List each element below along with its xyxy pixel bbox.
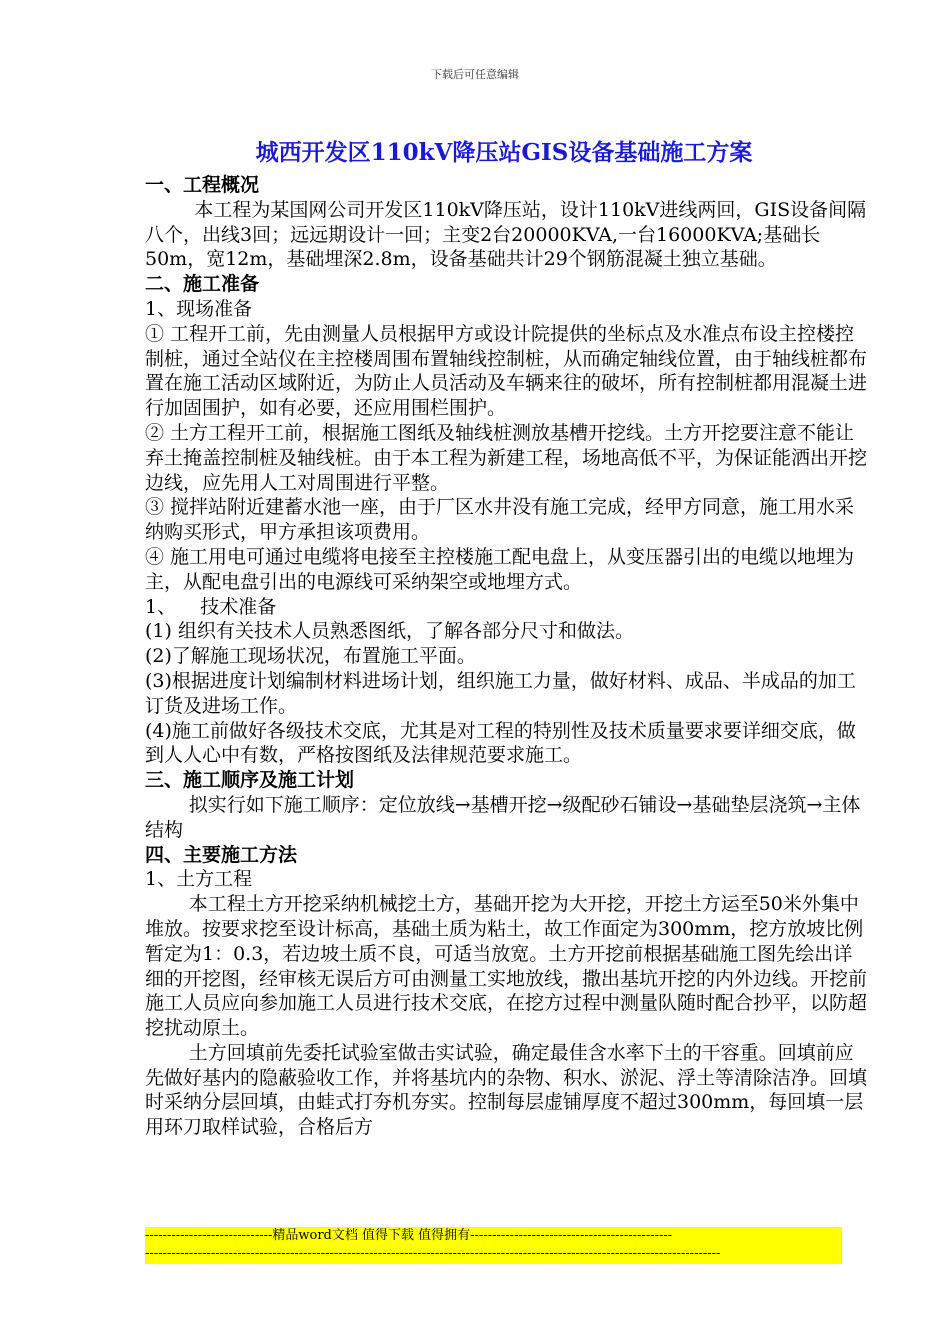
list-item: ② 土方工程开工前，根据施工图纸及轴线桩测放基槽开挖线。土方开挖要注意不能让弃土掩盖控制桩及轴线桩。由于本工程为新建工程，场地高低不平，为保证能洒出开挖边线，应先用人工对周围进行平整。 xyxy=(145,421,868,494)
paragraph: 本工程土方开挖采纳机械挖土方，基础开挖为大开挖，开挖土方运至50米外集中堆放。按要求挖至设计标高，基础土质为粘土，故工作面定为300mm，挖方放坡比例暂定为1：0.3，若边坡土质不良，可适当放宽。土方开挖前根据基础施工图先绘出详细的开挖图，经审核无误后方可由测量工实地放线，撒出基坑开挖的内外边线。开挖前施工人员应向参加施工人员进行技术交底，在挖方过程中测量队随时配合抄平，以防超挖扰动原土。 xyxy=(145,893,868,1040)
section-heading: 一、工程概况 xyxy=(145,174,260,196)
subsection-heading: 1、 技术准备 xyxy=(145,595,277,618)
list-item: ① 工程开工前，先由测量人员根据甲方或设计院提供的坐标点及水准点布设主控楼控制桩，通过全站仪在主控楼周围布置轴线控制桩，从而确定轴线位置，由于轴线桩都布置在施工活动区域附近，为防止人员活动及车辆来往的破坏，所有控制桩都用混凝土进行加固围护，如有必要，还应用围栏围护。 xyxy=(145,322,868,420)
footer-line: ----------------------------------------------------------------------------------------------------------------------------------- xyxy=(145,1246,721,1261)
footer-banner xyxy=(145,1227,842,1264)
section-heading: 三、施工顺序及施工计划 xyxy=(145,769,355,792)
section-heading: 二、施工准备 xyxy=(145,273,260,296)
paragraph: 土方回填前先委托试验室做击实试验，确定最佳含水率下土的干容重。回填前应先做好基内的隐蔽验收工作，并将基坑内的杂物、积水、淤泥、浮土等清除洁净。回填时采纳分层回填，由蛙式打夯机夯实。控制每层虚铺厚度不超过300mm，每回填一层用环刀取样试验，合格后方 xyxy=(145,1041,868,1139)
footer-line: -----------------------------精品word文档 值得下载 值得拥有---------------------------------------------- xyxy=(145,1228,673,1243)
paragraph: 本工程为某国网公司开发区110kV降压站，设计110kV进线两回，GIS设备间隔八个，出线3回；远远期设计一回；主变2台20000KVA,一台16000KVA;基础长50m，宽12m，基础埋深2.8m，设备基础共计29个钢筋混凝土独立基础。 xyxy=(145,198,867,271)
document-title: 城西开发区110kV降压站GIS设备基础施工方案 xyxy=(255,139,753,166)
list-item: ③ 搅拌站附近建蓄水池一座，由于厂区水井没有施工完成，经甲方同意，施工用水采纳购买形式，甲方承担该项费用。 xyxy=(145,496,855,544)
list-item: (4)施工前做好各级技术交底，尤其是对工程的特别性及技术质量要求要详细交底，做到人人心中有数，严格按图纸及法律规范要求施工。 xyxy=(145,719,856,767)
list-item: (1) 组织有关技术人员熟悉图纸，了解各部分尺寸和做法。 xyxy=(145,620,634,643)
subsection-heading: 1、现场准备 xyxy=(145,297,253,320)
list-item: (3)根据进度计划编制材料进场计划，组织施工力量，做好材料、成品、半成品的加工订货及进场工作。 xyxy=(145,669,856,717)
header-note: 下载后可任意编辑 xyxy=(431,68,519,81)
paragraph: 拟实行如下施工顺序：定位放线→基槽开挖→级配砂石铺设→基础垫层浇筑→主体结构 xyxy=(145,793,861,841)
list-item: ④ 施工用电可通过电缆将电接至主控楼施工配电盘上，从变压器引出的电缆以地埋为主，从配电盘引出的电源线可采纳架空或地埋方式。 xyxy=(145,545,855,593)
document-body xyxy=(145,173,870,1140)
section-heading: 四、主要施工方法 xyxy=(145,843,298,866)
list-item: (2)了解施工现场状况，布置施工平面。 xyxy=(145,645,476,668)
subsection-heading: 1、土方工程 xyxy=(145,868,253,891)
